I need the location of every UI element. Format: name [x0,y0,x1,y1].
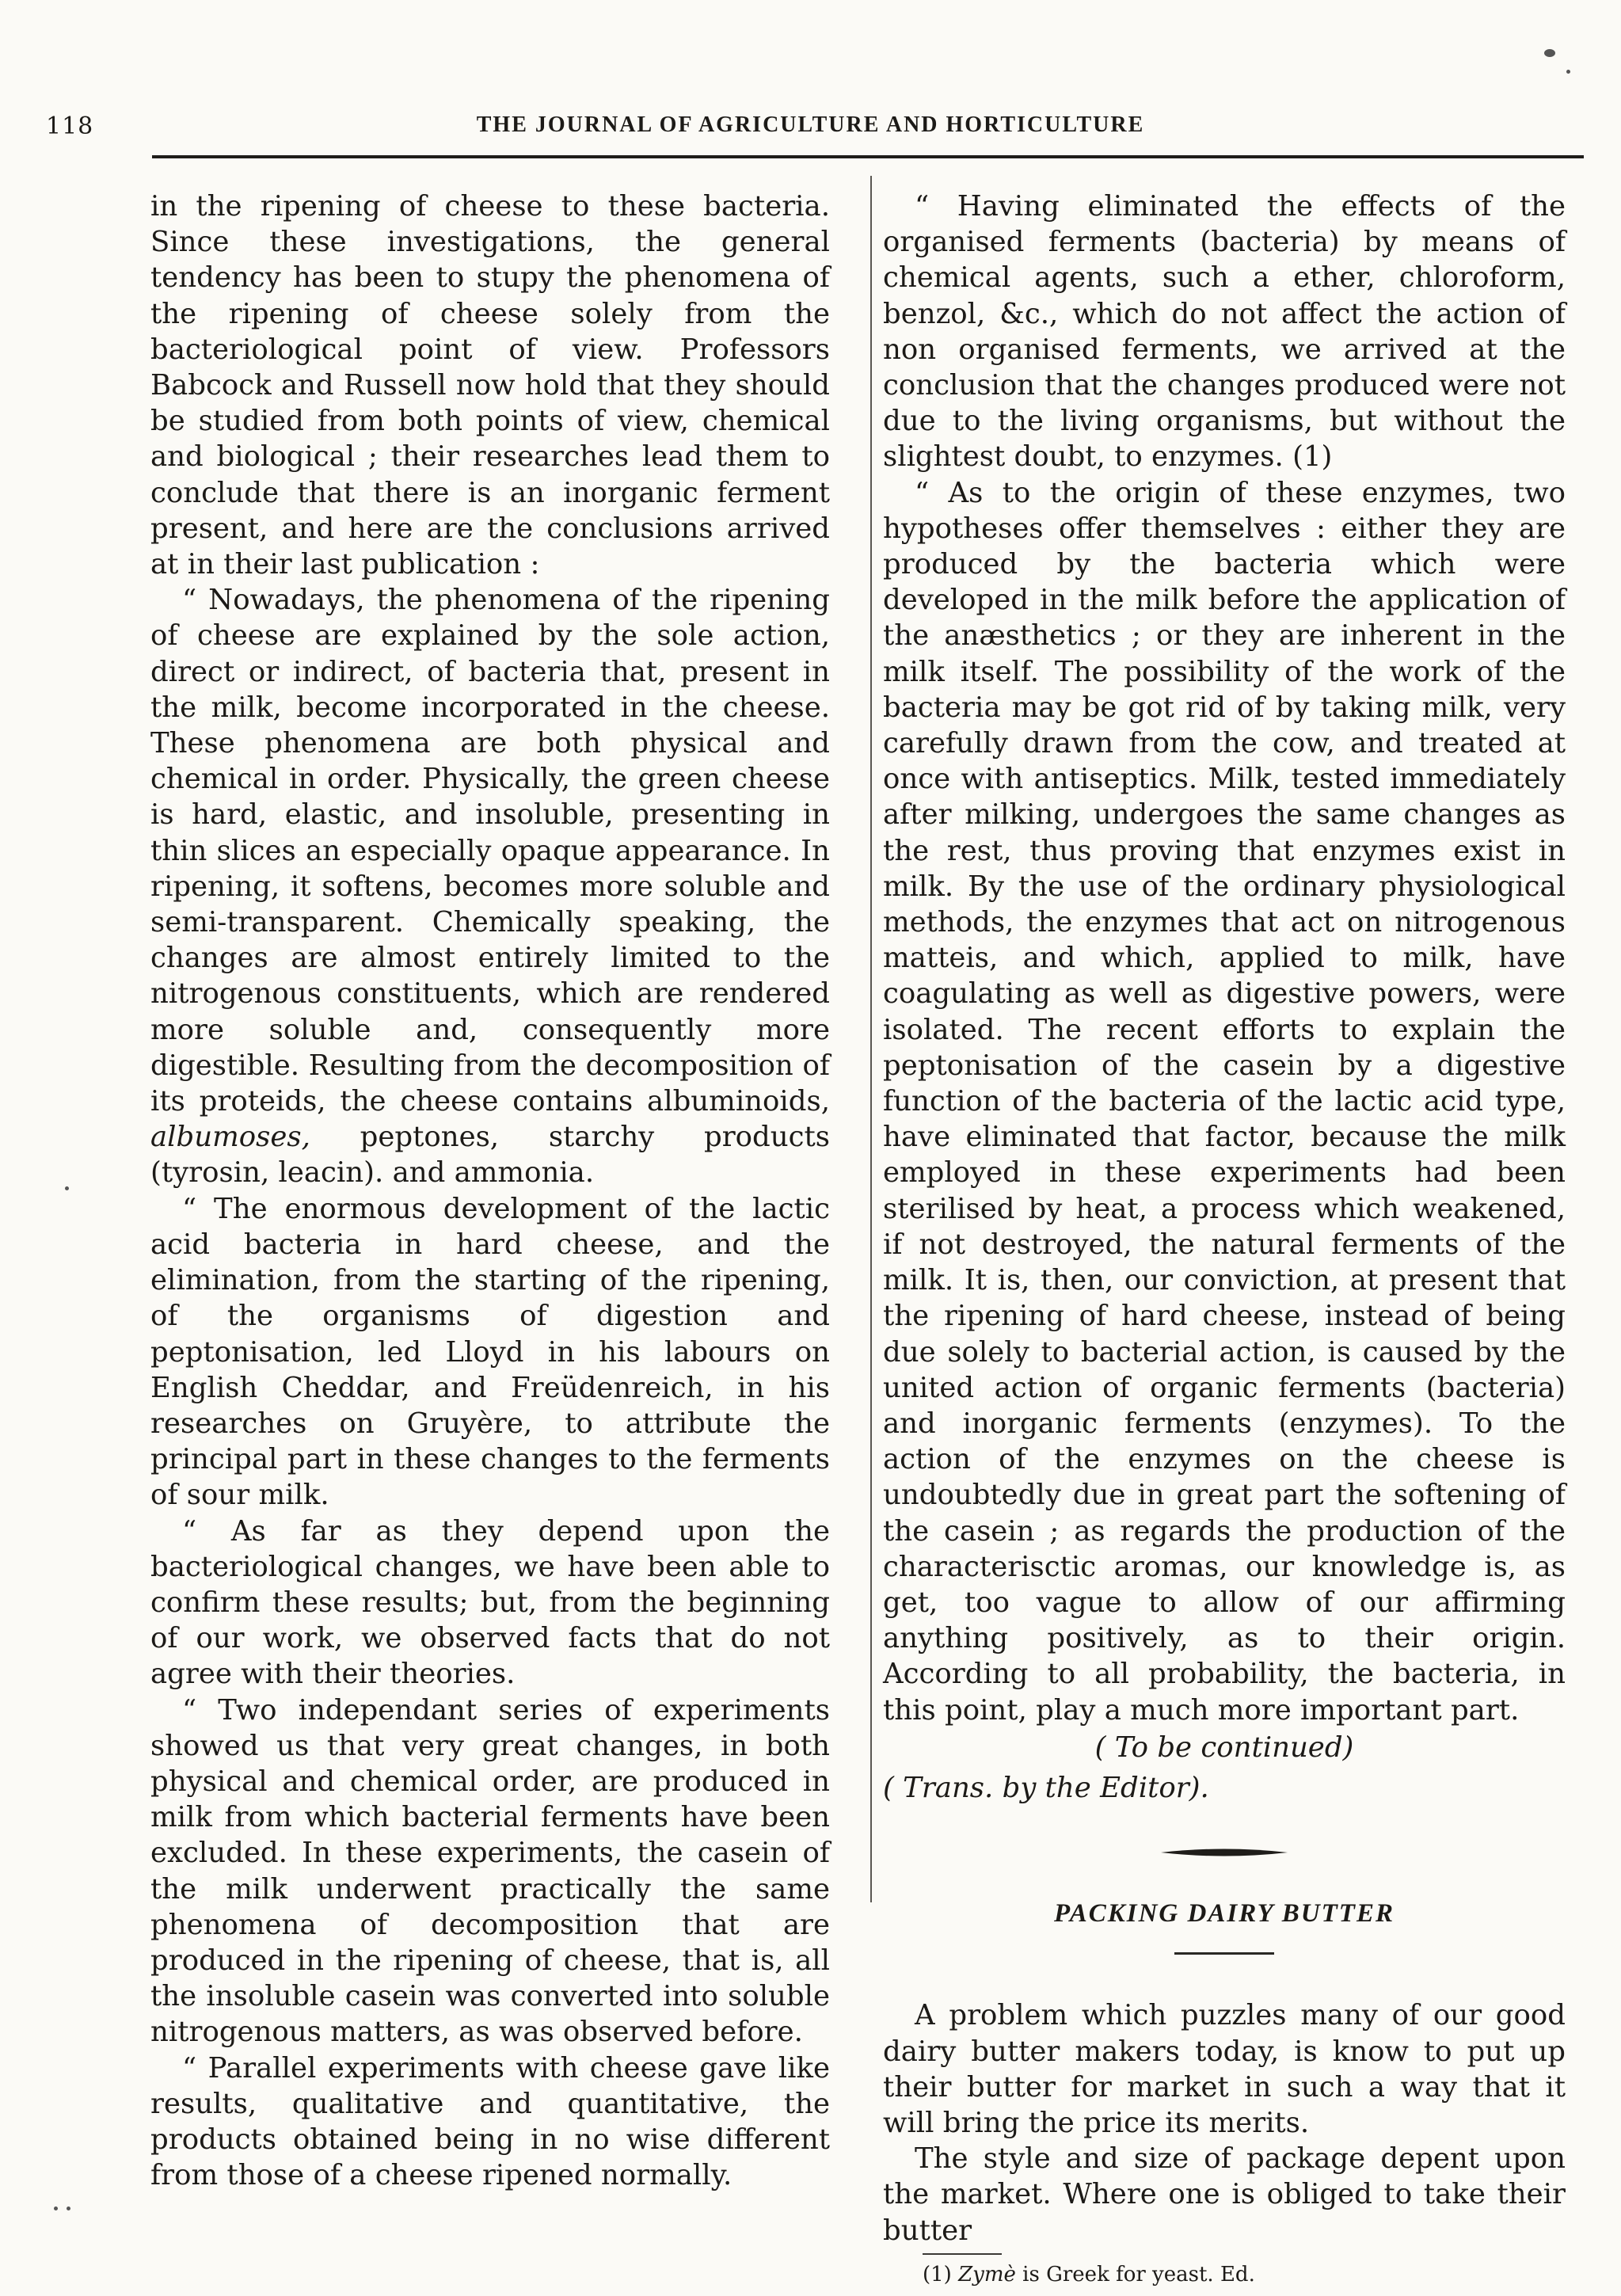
translator-credit: ( Trans. by the Editor). [883,1771,1209,1804]
print-speck [67,2207,70,2210]
italic-term: albumoses, [150,1121,310,1154]
paragraph: A problem which puzzles many of our good dairy butter makers today, is know to put up their butter for market in such a way that it will bring the price its merits. [883,1999,1566,2139]
footnote [883,2261,1566,2288]
header-rule [152,155,1584,158]
paragraph: “ The enormous development of the lactic acid bacteria in hard cheese, and the elimination, from the starting of the ripening, of the organisms of digestion and peptonisation, led Lloyd in his labours on English Cheddar, and Freüdenreich, in his researches on Gruyère, to attribute the principal part in these changes to the ferments of sour milk. [150,1192,830,1512]
paragraph: The style and size of package depent upon the market. Where one is obliged to take their butter [883,2142,1566,2247]
paragraph: “ Parallel experiments with cheese gave like results, qualitative and quantitative, the products obtained being in no wise different from those of a cheese ripened normally. [150,2051,830,2192]
paragraph: in the ripening of cheese to these bacteria. Since these investigations, the general tendency has been to stupy the phenomena of the ripening of cheese solely from the bacteriological point of view. Professors Babcock and Russell now hold that they should be studied from both points of view, chemical and biological ; their researches lead them to conclude that there is an inorganic ferment present, and here are the conclusions arrived at in their last publication : [150,190,830,581]
paragraph: “ As far as they depend upon the bacteriological changes, we have been able to confirm these results; but, from the beginning of our work, we observed facts that do not agree with their theories. [150,1514,830,1691]
left-column [150,188,830,2193]
paragraph: “ Having eliminated the effects of the organised ferments (bacteria) by means of chemical agents, such a ether, chloroform, benzol, &c., which do not affect the action of non organised ferments, we arrived at the conclusion that the changes produced were not due to the living organisms, but without the slightest doubt, to enzymes. (1) [883,190,1566,474]
column-divider [870,176,872,1902]
page-number: 118 [46,112,94,140]
paragraph: “ Two independant series of experiments showed us that very great changes, in both physical and chemical order, are produced in milk from which bacterial ferments have been excluded. In these experiments, the casein of the milk underwent practically the same phenomena of decomposition that are produced in the ripening of cheese, that is, all the insoluble casein was converted into soluble nitrogenous matters, as was observed before. [150,1693,830,2049]
footnote-marker: (1) [923,2262,952,2286]
footnote-term: Zymè [958,2262,1016,2286]
footnote-rule [923,2253,1002,2255]
to-be-continued: ( To be continued) [1094,1731,1354,1764]
print-speck [65,1186,69,1190]
ornament-rule [1161,1847,1288,1858]
right-column [883,188,1566,2288]
paragraph: “ As to the origin of these enzymes, two hypotheses offer themselves : either they are produced by the bacteria which were developed in the milk before the application of the anæsthetics ; or they are inherent in the milk itself. The possibility of the work of the bacteria may be got rid of by taking milk, very carefully drawn from the cow, and treated at once with antiseptics. Milk, tested immediately after milking, undergoes the same changes as the rest, thus proving that enzymes exist in milk. By the use of the ordinary physiological methods, the enzymes that act on nitrogenous matteis, and which, applied to milk, have coagulating as well as digestive powers, were isolated. The recent efforts to explain the peptonisation of the casein by a digestive function of the bacteria of the lactic acid type, have eliminated that factor, because the milk employed in these experiments had been sterilised by heat, a process which weakened, if not destroyed, the natural ferments of the milk. It is, then, our conviction, at present that the ripening of hard cheese, instead of being due solely to bacterial action, is caused by the united action of organic ferments (bacteria) and inorganic ferments (enzymes). To the action of the enzymes on the cheese is undoubtedly due in great part the softening of the casein ; as regards the production of the characterisctic aromas, our knowledge is, as get, too vague to allow of our affirming anything positively, as to their origin. According to all probability, the bacteria, in this point, play a much more important part. [883,476,1566,1727]
print-speck [1566,70,1570,74]
section-title: PACKING DAIRY BUTTER [1054,1899,1395,1929]
paragraph-text: peptones, starchy products (tyrosin, leacin). and ammonia. [150,1121,830,1190]
paragraph [150,582,830,1190]
footnote-text: is Greek for yeast. Ed. [1022,2262,1255,2286]
title-rule [1174,1952,1274,1955]
print-speck [1544,49,1555,57]
print-speck [54,2207,58,2210]
running-head: THE JOURNAL OF AGRICULTURE AND HORTICULTURE [476,112,1145,137]
paragraph-text: “ Nowadays, the phenomena of the ripening of cheese are explained by the sole action, direct or indirect, of bacteria that, present in the milk, become incorporated in the cheese. These phenomena are both physical and chemical in order. Physically, the green cheese is hard, elastic, and insoluble, presenting in thin slices an especially opaque appearance. In ripening, it softens, becomes more soluble and semi-transparent. Chemically speaking, the changes are almost entirely limited to the nitrogenous constituents, which are rendered more soluble and, consequently more digestible. Resulting from the decomposition of its proteids, the cheese contains albuminoids, [150,584,830,1118]
